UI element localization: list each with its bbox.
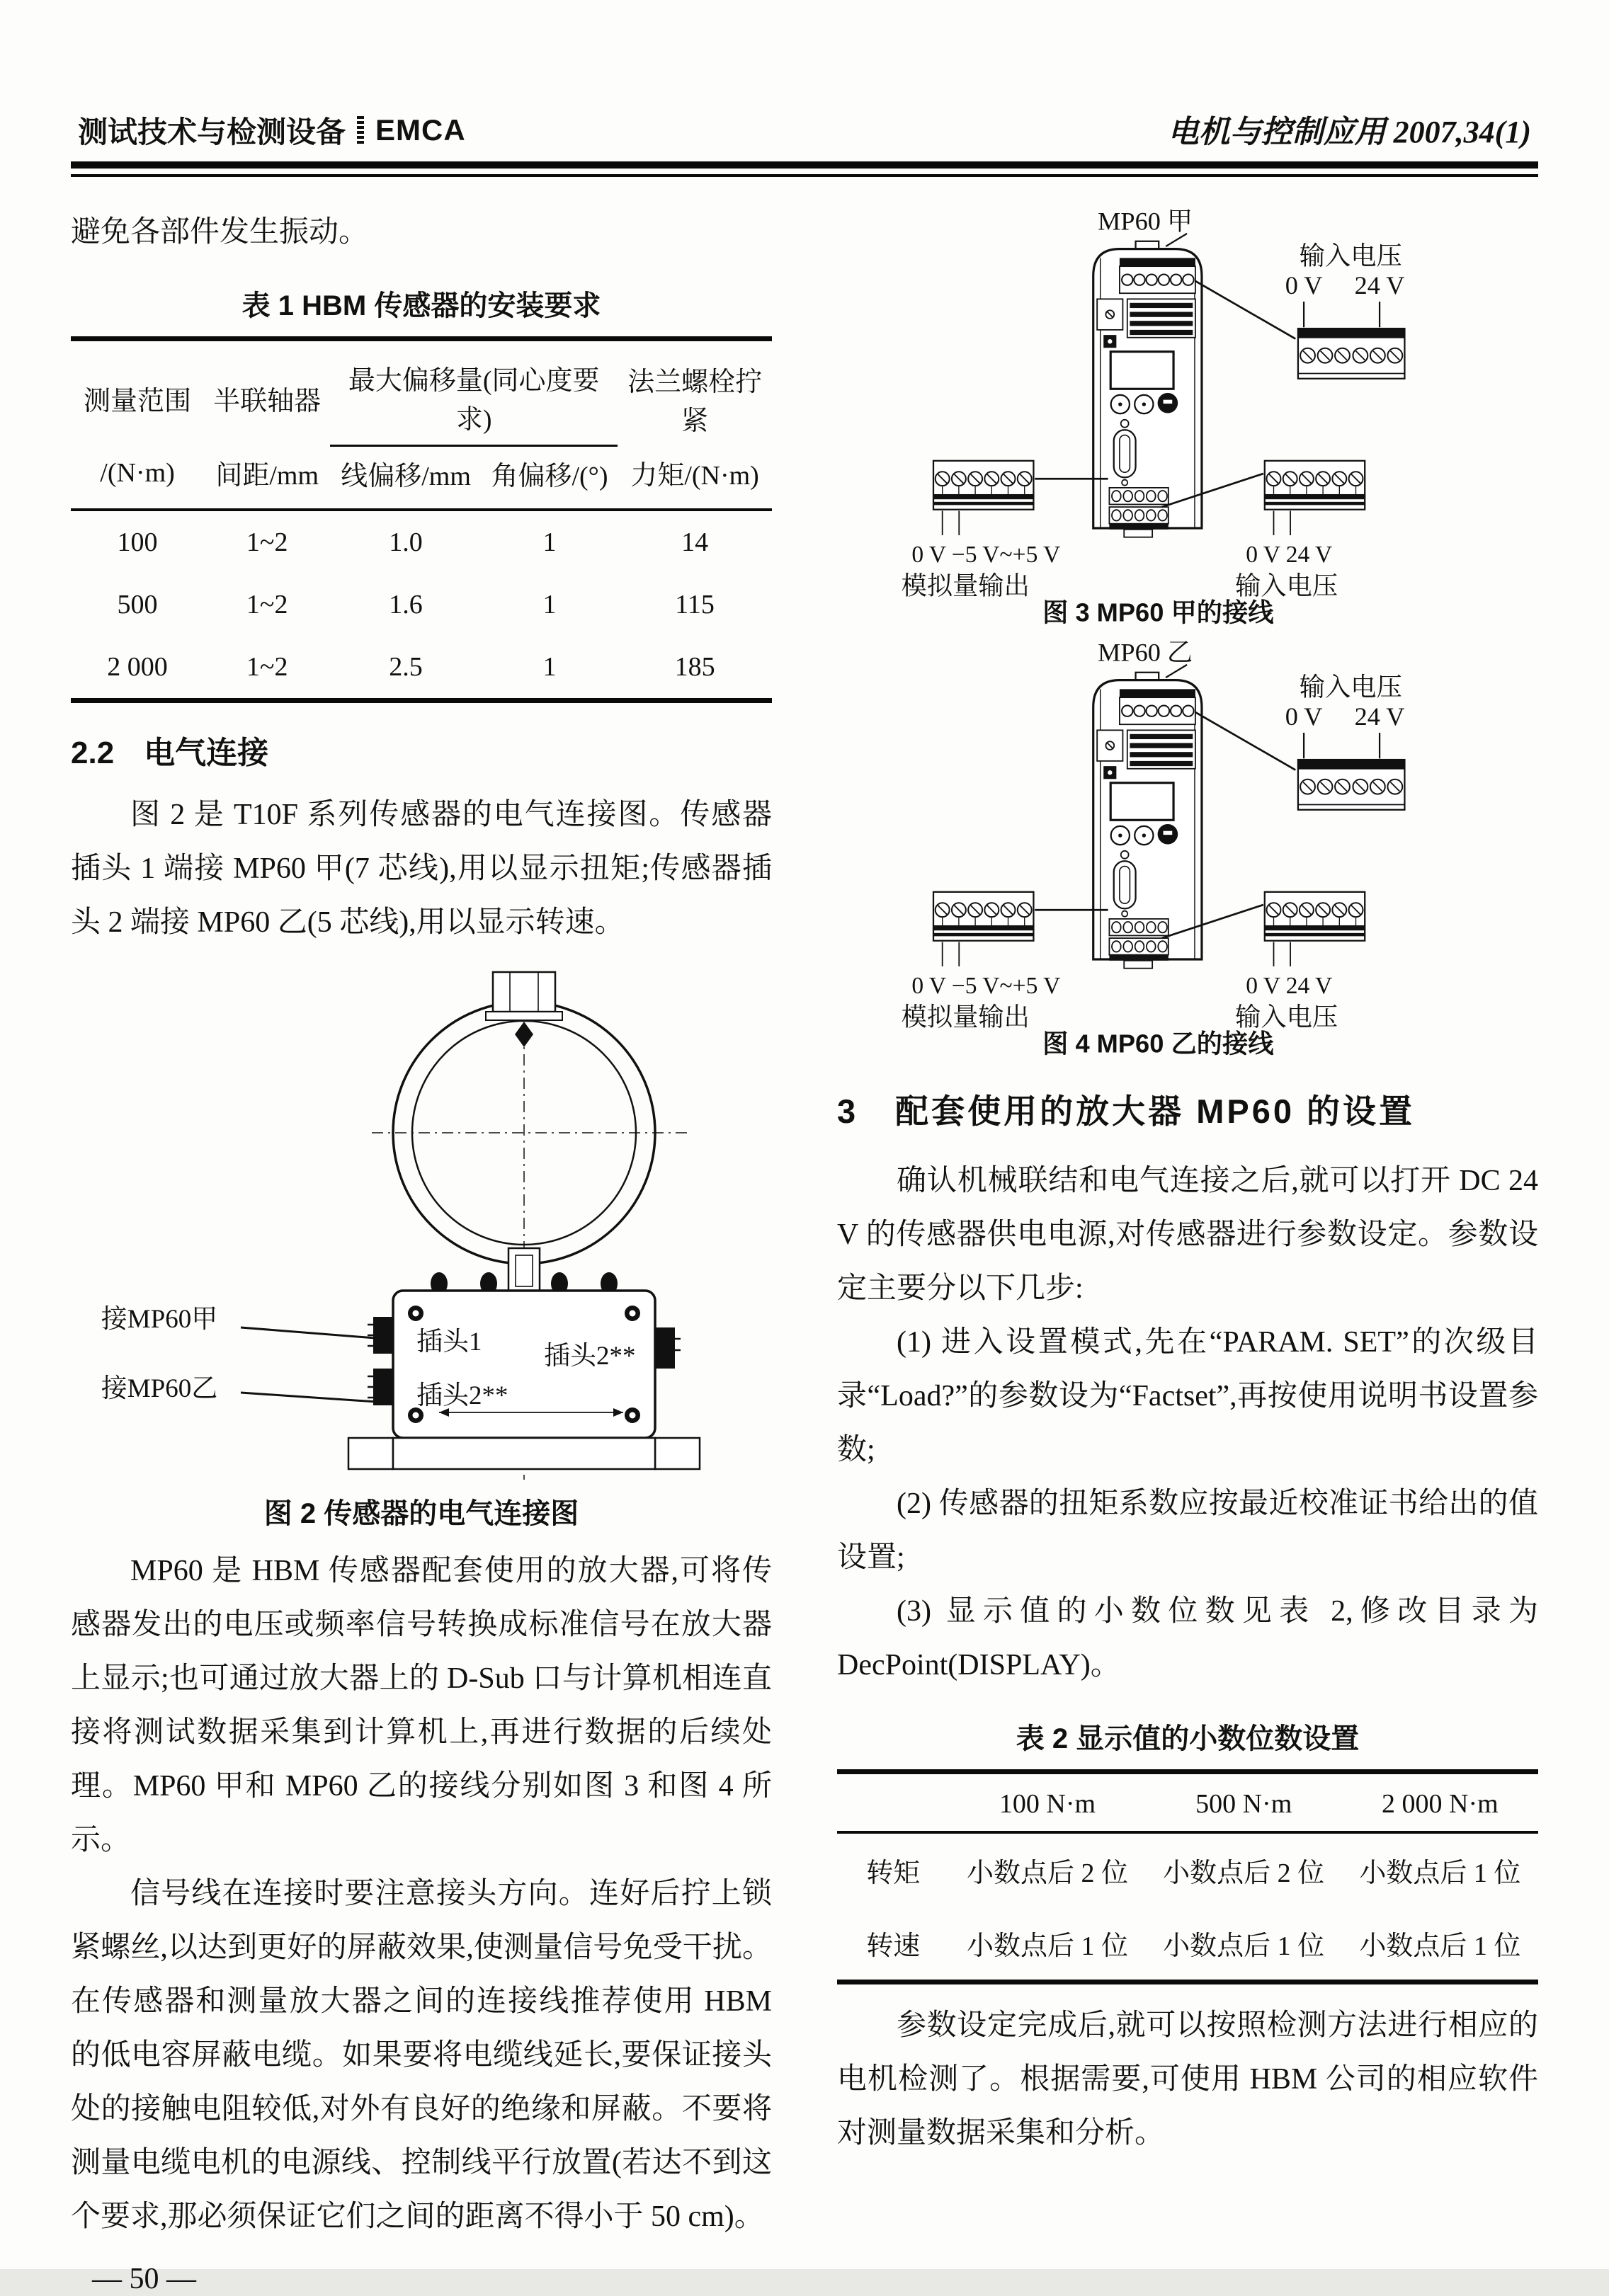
fig4-analog-label: 模拟量输出	[901, 1003, 1030, 1032]
paragraph-signal-cable: 信号线在连接时要注意接头方向。连好后拧上锁紧螺丝,以达到更好的屏蔽效果,使测量信号免受干扰。在传感器和测量放大器之间的连接线推荐使用 HBM 的低电容屏蔽电缆。如果要将电缆线延长,要保证接头处的接触电阻较低,对外有良好的绝缘和屏蔽。不要将测量电缆电机的电源线、控制线平行放置(若达不到这个要求,那必须保证它们之间的距离不得小于 50 cm)。	[71, 1878, 772, 2233]
input-voltage-terminal-block	[1298, 329, 1404, 379]
fig3-analog-label: 模拟量输出	[901, 571, 1030, 600]
table2-decimal-settings	[837, 1769, 1538, 1984]
table-row: 转速 小数点后 1 位 小数点后 1 位 小数点后 1 位	[866, 1931, 1521, 1962]
amplifier-device-drawing	[1093, 241, 1202, 537]
table-row: 100 1~2 1.0 1 14	[117, 527, 709, 557]
table2-title: 表 2 显示值的小数位数设置	[1016, 1723, 1360, 1755]
list-item-1: (1) 进入设置模式,先在“PARAM. SET”的次级目录“Load?”的参数设为“Factset”,再按使用说明书设置参数;	[837, 1326, 1538, 1467]
figure-4-caption: 图 4 MP60 乙的接线	[1042, 1029, 1274, 1058]
analog-output-terminal-block	[933, 892, 1033, 941]
paragraph-fig2-intro: 图 2 是 T10F 系列传感器的电气连接图。传感器插头 1 端接 MP60 甲(7 芯线),用以显示扭矩;传感器插头 2 端接 MP60 乙(5 芯线),用以显示转速。	[71, 799, 772, 939]
brand-emca: EMCA	[375, 113, 466, 147]
column-title: 测试技术与检测设备	[78, 115, 346, 149]
header-rule	[71, 161, 1538, 177]
intro-paragraph: 避免各部件发生振动。	[71, 216, 369, 249]
right-column	[837, 205, 1538, 2296]
fig2-label-mp60b: 接MP60乙	[101, 1374, 218, 1403]
paragraph-mp60: MP60 是 HBM 传感器配套使用的放大器,可将传感器发出的电压或频率信号转换成标准信号在放大器上显示;也可通过放大器上的 D-Sub 口与计算机相连直接将测试数据采集到计算机上,再进行数据的后续处理。MP60 甲和 MP60 乙的接线分别如图 3 和图 4 所示。	[71, 1555, 772, 1856]
amplifier-device-drawing	[1093, 672, 1202, 968]
fig3-power-values: 0 V 24 V	[1246, 542, 1333, 569]
page-header	[71, 106, 1538, 161]
fig4-analog-values: 0 V −5 V~+5 V	[911, 972, 1061, 999]
page-number: — 50 —	[92, 2263, 196, 2295]
fig3-input-title: 输入电压	[1299, 241, 1402, 270]
t2-h-500: 500 N·m	[1146, 1772, 1342, 1833]
fig4-device-label: MP60 乙	[1098, 638, 1193, 667]
t2-h-blank	[837, 1772, 949, 1833]
section-2-2-heading: 2.2 电气连接	[71, 736, 269, 770]
t1-h-offset-angular: 角偏移/(°)	[482, 446, 618, 510]
section-3-heading: 3 配套使用的放大器 MP60 的设置	[837, 1092, 1416, 1131]
table-row: 500 1~2 1.6 1 115	[117, 590, 715, 619]
t2-h-100: 100 N·m	[949, 1772, 1145, 1833]
brand-separator-icon	[357, 116, 364, 144]
paragraph-final: 参数设定完成后,就可以按照检测方法进行相应的电机检测了。根据需要,可使用 HBM 公司的相应软件对测量数据采集和分析。	[837, 2009, 1538, 2150]
t1-h-offset-group: 最大偏移量(同心度要求)	[330, 339, 618, 446]
table-row: 转矩 小数点后 2 位 小数点后 2 位 小数点后 1 位	[866, 1858, 1521, 1889]
list-item-2: (2) 传感器的扭矩系数应按最近校准证书给出的值设置;	[837, 1487, 1538, 1575]
fig2-label-plug2-right: 插头2**	[544, 1342, 636, 1371]
figure-2-caption: 图 2 传感器的电气连接图	[263, 1498, 579, 1529]
t1-h-range: 测量范围	[84, 387, 192, 417]
figure-2-sensor-diagram	[71, 959, 772, 1540]
fig4-v24: 24 V	[1354, 702, 1405, 731]
t1-h-coupling-unit: 间距/mm	[204, 446, 330, 510]
fig3-analog-values: 0 V −5 V~+5 V	[911, 542, 1061, 569]
table1-title: 表 1 HBM 传感器的安装要求	[241, 290, 601, 321]
journal-title: 电机与控制应用 2007,34(1)	[1167, 115, 1531, 149]
figure-3-mp60a-wiring	[837, 205, 1538, 627]
t1-h-flange-unit: 力矩/(N·m)	[618, 446, 772, 510]
analog-output-terminal-block	[933, 461, 1033, 510]
input-voltage-terminal-block	[1298, 760, 1404, 810]
fig2-label-mp60a: 接MP60甲	[101, 1305, 218, 1334]
t1-h-coupling: 半联轴器	[213, 387, 322, 417]
power-input-terminal-block	[1265, 892, 1365, 941]
table1-install-requirements	[71, 336, 772, 703]
fig3-power-label: 输入电压	[1235, 571, 1338, 600]
fig2-label-plug2-left: 插头2**	[416, 1381, 508, 1410]
list-item-3: (3) 显示值的小数位数见表 2,修改目录为 DecPoint(DISPLAY)。	[837, 1595, 1538, 1682]
figure-4-mp60b-wiring	[837, 636, 1538, 1058]
fig4-v0: 0 V	[1285, 702, 1323, 731]
fig2-label-plug1: 插头1	[416, 1327, 482, 1357]
fig4-power-label: 输入电压	[1235, 1003, 1338, 1032]
table-row: 2 000 1~2 2.5 1 185	[107, 652, 715, 682]
header-left	[78, 109, 466, 152]
t1-h-flange: 法兰螺栓拧紧	[627, 367, 763, 436]
t1-h-offset-linear: 线偏移/mm	[330, 446, 482, 510]
power-input-terminal-block	[1265, 461, 1365, 510]
paragraph-confirm: 确认机械联结和电气连接之后,就可以打开 DC 24 V 的传感器供电电源,对传感器进行参数设定。参数设定主要分以下几步:	[837, 1165, 1538, 1306]
figure-3-caption: 图 3 MP60 甲的接线	[1042, 598, 1274, 627]
fig4-power-values: 0 V 24 V	[1246, 972, 1333, 999]
fig3-device-label: MP60 甲	[1098, 207, 1193, 236]
fig4-input-title: 输入电压	[1299, 673, 1402, 702]
left-column	[71, 205, 772, 2296]
fig3-v24: 24 V	[1354, 271, 1405, 300]
t1-h-range-unit: /(N·m)	[71, 446, 204, 510]
fig3-v0: 0 V	[1285, 271, 1323, 300]
sensor-housing-drawing	[348, 1291, 700, 1469]
t2-h-2000: 2 000 N·m	[1342, 1772, 1538, 1833]
